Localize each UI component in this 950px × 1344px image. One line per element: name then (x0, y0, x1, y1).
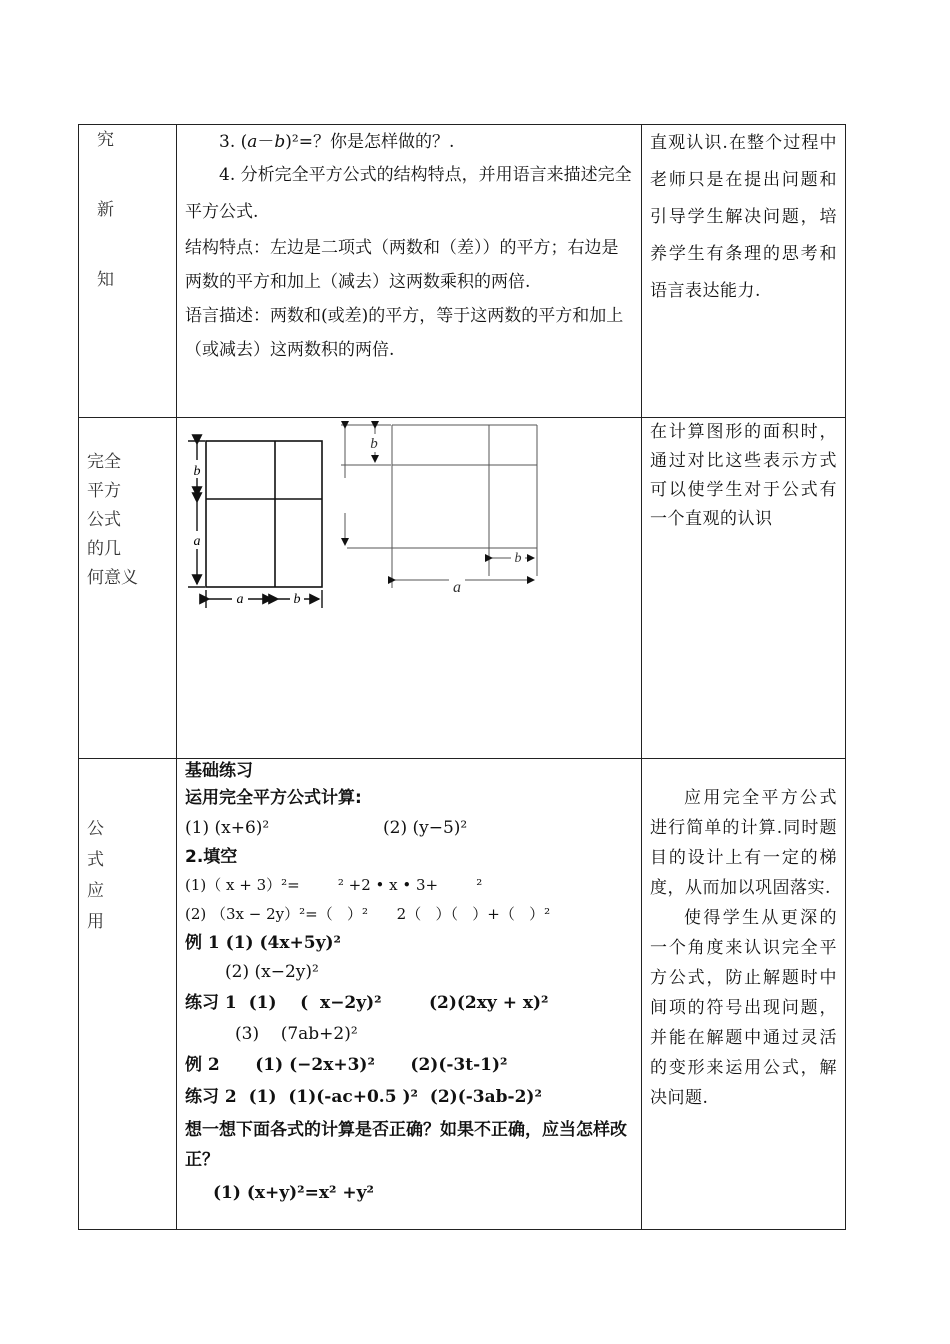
row-label-cell (79, 418, 177, 759)
fill-2: (2) （3x − 2y）²=（ ）² 2（ ）（ ）+（ ）² (185, 905, 551, 923)
label-line: 平方 (87, 481, 121, 501)
row-label-cell (79, 759, 177, 1230)
think-1: (1) (x+y)²=x² +y² (213, 1183, 374, 1203)
exercise-title: 基础练习 (185, 761, 253, 781)
label-line: 的几 (87, 539, 121, 559)
label-line: 何意义 (87, 568, 138, 588)
content-cell (177, 125, 642, 418)
fill-title: 2.填空 (185, 847, 238, 867)
example-1a: 例 1 (1) (4x+5y)² (185, 933, 341, 953)
language-text: 语言描述：两数和(或差)的平方，等于这两数的平方和加上（或减去）这两数积的两倍. (185, 306, 624, 360)
label-char: 式 (87, 850, 104, 870)
left-square-figure (206, 441, 322, 587)
example-1b: (2) (x−2y)² (225, 962, 319, 982)
label-a-left: a (193, 534, 201, 549)
label-line: 完全 (87, 452, 121, 472)
figure-cell (177, 418, 642, 759)
practice-1b: (3) (7ab+2)² (235, 1024, 358, 1044)
fill-1: (1)（ x + 3）²= ² +2 • x • 3+ ² (185, 876, 483, 894)
note-cell: 直观认识.在整个过程中老师只是在提出问题和引导学生解决问题，培养学生有条理的思考和语言表达能力. (642, 125, 846, 418)
geometry-figure (177, 418, 642, 618)
label-char: 知 (97, 270, 114, 290)
lesson-table (78, 124, 846, 1230)
exercise-sub: 运用完全平方公式计算: (185, 788, 362, 808)
row-explore (79, 125, 846, 418)
row-geometry (79, 418, 846, 759)
label-b-right: b (370, 436, 378, 452)
exercise-1b: (2) (y−5)² (383, 818, 468, 838)
note-cell: 在计算图形的面积时，通过对比这些表示方式可以使学生对于公式有一个直观的认识 (642, 418, 846, 759)
exercise-row (185, 813, 633, 843)
note-cell (642, 759, 846, 1230)
label-char: 究 (97, 130, 114, 150)
example-2: 例 2 (1) (−2x+3)² (2)(-3t-1)² (185, 1055, 508, 1075)
question-4: 4. 分析完全平方公式的结构特点，并用语言来描述完全平方公式. (185, 165, 632, 222)
practice-1a: 练习 1 (1) ( x−2y)² (2)(2xy + x)² (185, 993, 549, 1013)
label-b-right-bottom: b (514, 551, 522, 566)
note-1: 应用完全平方公式进行简单的计算.同时题目的设计上有一定的梯度，从而加以巩固落实. (650, 788, 837, 898)
label-b-left: b (193, 464, 201, 479)
label-a-right-bottom: a (453, 579, 461, 596)
label-line: 公式 (87, 510, 121, 530)
note-2: 使得学生从更深的一个角度来认识完全平方公式，防止解题时中间项的符号出现问题，并能在解题中通过灵活的变形来运用公式，解决问题. (650, 908, 837, 1108)
label-char: 新 (97, 200, 114, 220)
practice-2: 练习 2 (1) (1)(-ac+0.5 )² (2)(-3ab-2)² (185, 1087, 542, 1107)
row-label-cell (79, 125, 177, 418)
think-question: 想一想下面各式的计算是否正确？如果不正确，应当怎样改正？ (185, 1120, 627, 1170)
exercise-1a: (1) (x+6)² (185, 818, 270, 838)
label-char: 应 (87, 881, 104, 901)
exercise-cell (177, 759, 642, 1230)
label-a-bottom: a (236, 592, 244, 607)
row-application (79, 759, 846, 1230)
question-3: 3. (a－b)²=？你是怎样做的？. (219, 132, 455, 152)
label-b-bottom: b (293, 592, 301, 607)
label-char: 用 (87, 912, 104, 932)
label-char: 公 (87, 819, 104, 839)
structure-text: 结构特点：左边是二项式（两数和（差））的平方；右边是两数的平方和加上（减去）这两数乘积的两倍. (185, 238, 619, 292)
